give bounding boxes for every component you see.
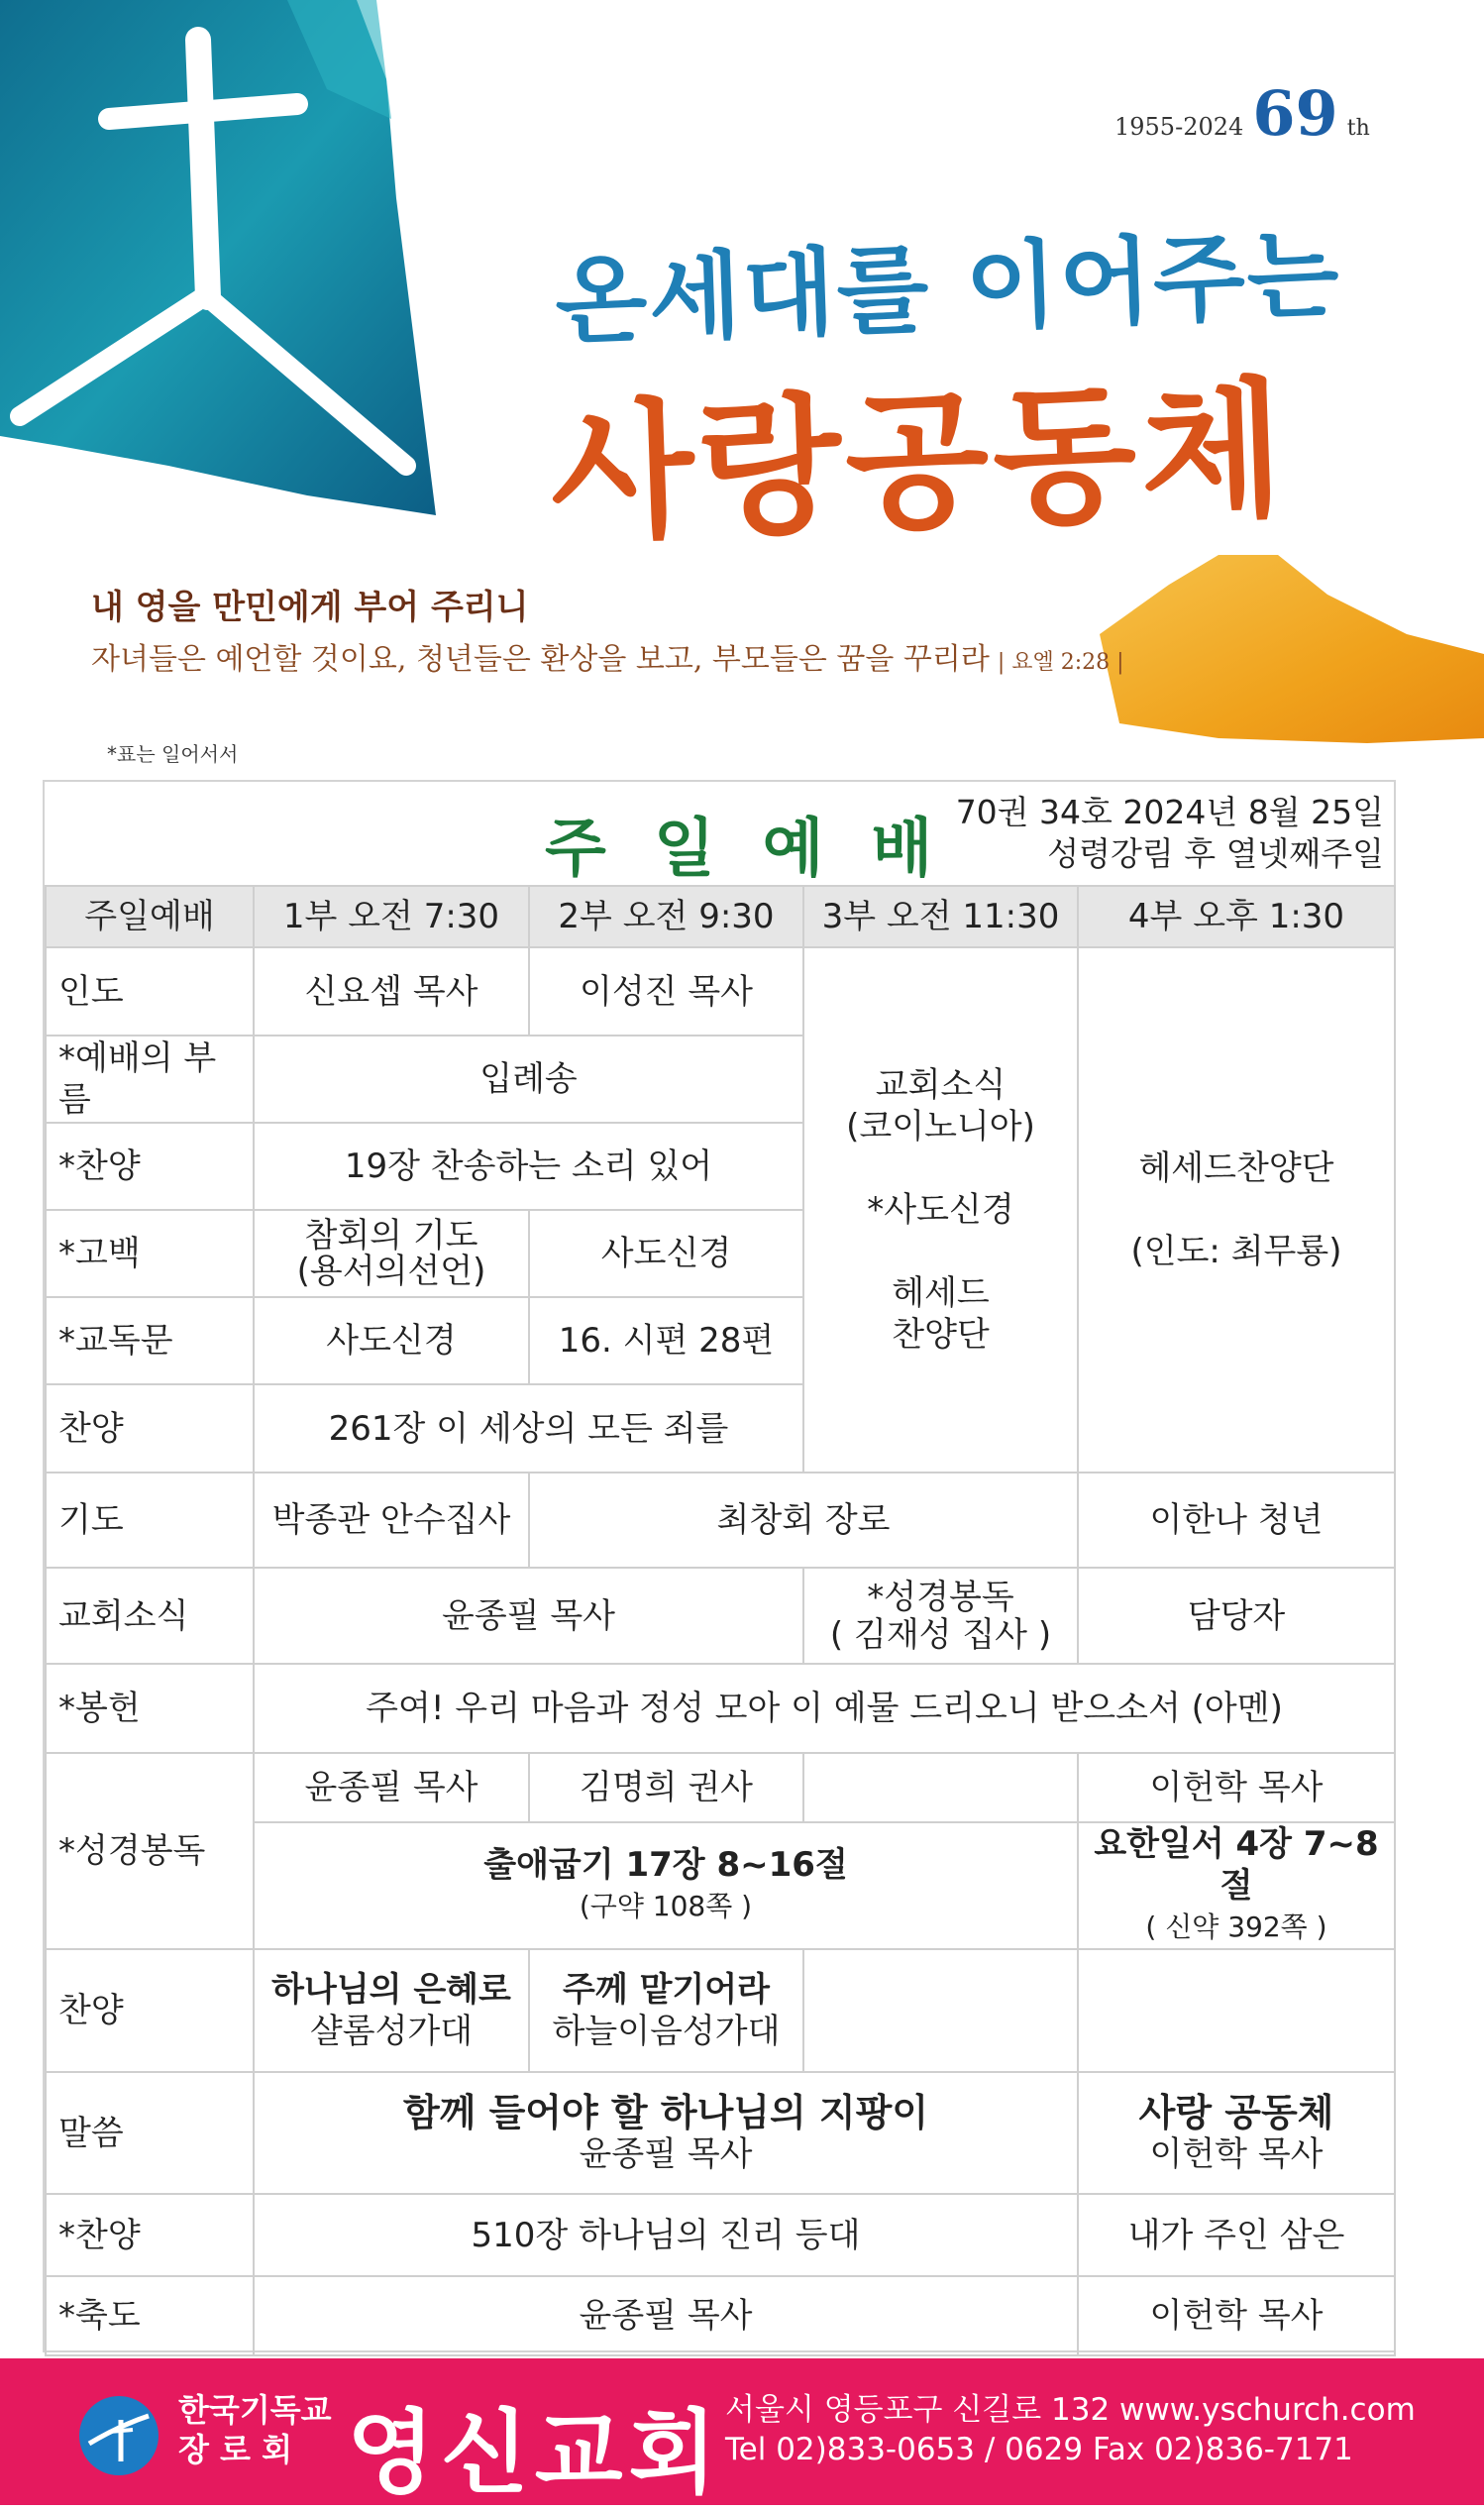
- row-label: 말씀: [46, 2072, 254, 2194]
- preacher: 이헌학 목사: [1149, 2133, 1324, 2174]
- cell: [803, 1568, 1078, 1664]
- cell: 윤종필 목사: [254, 1753, 529, 1822]
- column-header: 주일예배: [46, 886, 254, 947]
- cell: 이성진 목사: [529, 947, 803, 1036]
- cell: 사도신경: [529, 1210, 803, 1297]
- logo-mark: [79, 2396, 159, 2475]
- verse-text: 자녀들은 예언할 것이요, 청년들은 환상을 보고, 부모들은 꿈을 꾸리라: [91, 642, 990, 677]
- choir-name: 하늘이음성가대: [552, 2012, 781, 2051]
- cell: [1078, 1949, 1395, 2072]
- row-label: *찬양: [46, 2194, 254, 2276]
- church-address: 서울시 영등포구 신길로 132 www.yschurch.com: [725, 2392, 1416, 2428]
- sermon-title: 사랑 공동체: [1138, 2090, 1334, 2134]
- cell-line: 참회의 기도: [304, 1216, 478, 1256]
- table-header-row: [46, 886, 1395, 947]
- table-row: [46, 1949, 1395, 2072]
- s4-line: (인도: 최무룡): [1130, 1232, 1342, 1271]
- church-phone: Tel 02)833-0653 / 0629 Fax 02)836-7171: [725, 2432, 1353, 2467]
- bulletin-header: [45, 782, 1394, 885]
- scripture-text: 요한일서 4장 7~8절: [1094, 1824, 1379, 1906]
- cell: 16. 시편 28편: [529, 1297, 803, 1384]
- s3-line: 헤세드: [892, 1273, 990, 1313]
- row-label: *봉헌: [46, 1664, 254, 1753]
- cell: 신요셉 목사: [254, 947, 529, 1036]
- cell: 261장 이 세상의 모든 죄를: [254, 1384, 803, 1473]
- row-label: *찬양: [46, 1123, 254, 1210]
- cell: 내가 주인 삼은: [1078, 2194, 1395, 2276]
- cell: [254, 1822, 1078, 1949]
- cell: 담당자: [1078, 1568, 1395, 1664]
- service4-block: [1078, 947, 1395, 1473]
- cell: [803, 1949, 1078, 2072]
- table-row: [46, 2072, 1395, 2194]
- s4-line: 헤세드찬양단: [1138, 1148, 1334, 1188]
- verse-reference: | 요엘 2:28 |: [997, 650, 1124, 675]
- choir-name: 샬롬성가대: [309, 2012, 474, 2051]
- cell: [254, 1949, 529, 2072]
- liturgical-season: 성령강림 후 열넷째주일: [1047, 834, 1384, 873]
- table-row: [46, 1473, 1395, 1568]
- row-label: *교독문: [46, 1297, 254, 1384]
- preacher: 윤종필 목사: [579, 2133, 753, 2174]
- scripture-text: 출애굽기 17장 8~16절: [483, 1845, 848, 1885]
- anthem-title: 주께 맡기어라: [563, 1970, 770, 2010]
- s3-line: 교회소식: [875, 1065, 1007, 1105]
- sermon-title: 함께 들어야 할 하나님의 지팡이: [402, 2090, 929, 2134]
- row-label: 인도: [46, 947, 254, 1036]
- cell-line: *성경봉독: [867, 1577, 1014, 1617]
- stand-note: *표는 일어서서: [107, 742, 239, 766]
- issue-info: 70권 34호 2024년 8월 25일: [955, 793, 1384, 831]
- cell: 사도신경: [254, 1297, 529, 1384]
- cell: [254, 2072, 1078, 2194]
- cell: [803, 1753, 1078, 1822]
- denomination: [178, 2390, 332, 2469]
- cell: 윤종필 목사: [254, 2276, 1078, 2355]
- cell: 이헌학 목사: [1078, 2276, 1395, 2355]
- row-label: *성경봉독: [46, 1753, 254, 1949]
- slogan-line2: 사랑공동체: [547, 364, 1291, 562]
- service-table: [45, 885, 1396, 2356]
- scripture-page: (구약 108쪽 ): [579, 1890, 753, 1922]
- row-label: 찬양: [46, 1949, 254, 2072]
- cell: 윤종필 목사: [254, 1568, 803, 1664]
- column-header: 2부 오전 9:30: [529, 886, 803, 947]
- denomination-line: 장 로 회: [178, 2431, 293, 2468]
- s3-line: *사도신경: [867, 1190, 1014, 1230]
- anniversary-number: 69: [1252, 77, 1338, 150]
- cell: [254, 1210, 529, 1297]
- cell: 510장 하나님의 진리 등대: [254, 2194, 1078, 2276]
- anniversary-mark: [1114, 77, 1370, 150]
- cell: 이헌학 목사: [1078, 1753, 1395, 1822]
- row-label: *고백: [46, 1210, 254, 1297]
- anniversary-suffix: th: [1346, 116, 1370, 141]
- bulletin-title: 주일예배: [545, 813, 981, 886]
- anthem-title: 하나님의 은혜로: [271, 1970, 511, 2010]
- cell: 입례송: [254, 1036, 803, 1123]
- scripture-page: ( 신약 392쪽 ): [1145, 1911, 1327, 1943]
- bulletin-meta: [956, 792, 1384, 875]
- church-name: 영신교회: [347, 2400, 723, 2506]
- row-label: 기도: [46, 1473, 254, 1568]
- church-contact: [725, 2390, 1416, 2469]
- worship-bulletin: [43, 780, 1396, 2352]
- row-label: 교회소식: [46, 1568, 254, 1664]
- cell: [1078, 1822, 1395, 1949]
- table-row: [46, 947, 1395, 1036]
- cell: [1078, 2072, 1395, 2194]
- verse-line2: [91, 634, 1124, 678]
- church-footer: [0, 2358, 1484, 2505]
- table-row: [46, 2194, 1395, 2276]
- cell: 박종관 안수집사: [254, 1473, 529, 1568]
- anniversary-years: 1955-2024: [1114, 113, 1244, 141]
- column-header: 3부 오전 11:30: [803, 886, 1078, 947]
- row-label: *축도: [46, 2276, 254, 2355]
- table-row: [46, 1664, 1395, 1753]
- cell: 최창회 장로: [529, 1473, 1078, 1568]
- column-header: 4부 오후 1:30: [1078, 886, 1395, 947]
- table-row: [46, 2276, 1395, 2355]
- cell: 19장 찬송하는 소리 있어: [254, 1123, 803, 1210]
- cell: [529, 1949, 803, 2072]
- verse-line1: 내 영을 만민에게 부어 주리니: [91, 588, 529, 627]
- church-logo-icon: [79, 2396, 159, 2475]
- hero-banner: [0, 0, 1484, 766]
- cell: 김명희 권사: [529, 1753, 803, 1822]
- row-label: *예배의 부름: [46, 1036, 254, 1123]
- column-header: 1부 오전 7:30: [254, 886, 529, 947]
- cell: 이한나 청년: [1078, 1473, 1395, 1568]
- cell: 주여! 우리 마음과 정성 모아 이 예물 드리오니 받으소서 (아멘): [254, 1664, 1395, 1753]
- denomination-line: 한국기독교: [178, 2391, 332, 2429]
- service3-block: [803, 947, 1078, 1473]
- row-label: 찬양: [46, 1384, 254, 1473]
- table-row: [46, 1568, 1395, 1664]
- s3-line: 찬양단: [892, 1315, 990, 1355]
- slogan-line1: 온세대를 이어주는: [553, 219, 1343, 358]
- s3-line: (코이노니아): [846, 1107, 1035, 1146]
- cell-line: ( 김재성 집사 ): [829, 1614, 1052, 1655]
- table-row: [46, 1753, 1395, 1822]
- cell-line: (용서의선언): [296, 1252, 486, 1291]
